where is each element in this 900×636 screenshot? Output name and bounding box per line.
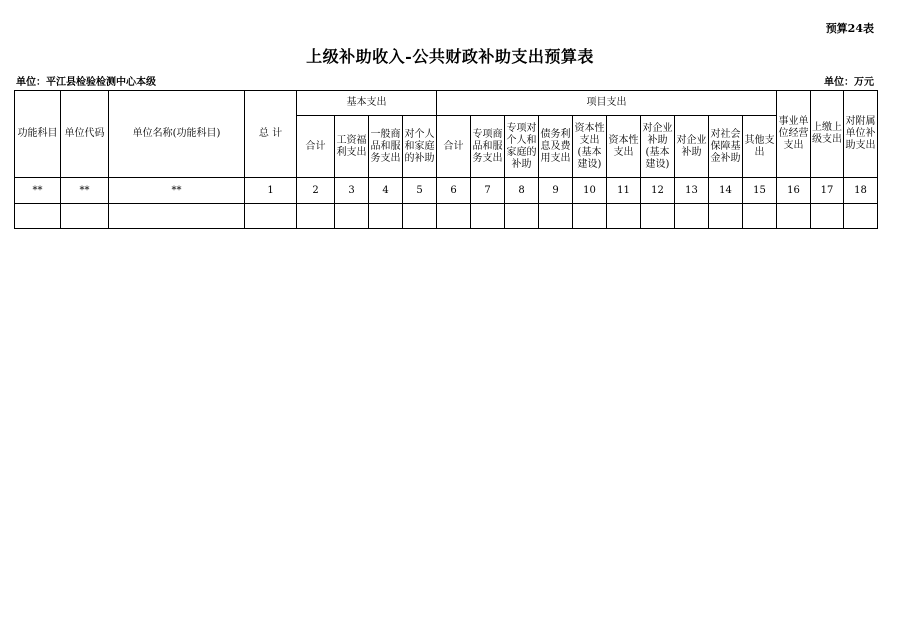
header-basic-col: 合计 — [297, 116, 335, 178]
data-cell[interactable] — [743, 204, 777, 229]
header-project-col: 专项商品和服务支出 — [471, 116, 505, 178]
header-project-col: 债务利息及费用支出 — [539, 116, 573, 178]
header-turn-in-upper: 上缴上级支出 — [811, 91, 844, 178]
index-cell: 1 — [245, 178, 297, 204]
header-project-col: 资本性支出(基本建设) — [573, 116, 607, 178]
header-unit-code: 单位代码 — [61, 91, 109, 178]
page-title: 上级补助收入-公共财政补助支出预算表 — [306, 47, 594, 66]
table-row — [15, 204, 878, 229]
data-cell[interactable] — [61, 204, 109, 229]
form-number: 预算24表 — [825, 22, 874, 35]
data-cell[interactable] — [403, 204, 437, 229]
index-cell: 14 — [709, 178, 743, 204]
data-cell[interactable] — [573, 204, 607, 229]
index-cell: 6 — [437, 178, 471, 204]
index-cell: 15 — [743, 178, 777, 204]
header-unit-name: 单位名称(功能科目) — [109, 91, 245, 178]
unit-name-label: 单位：平江县检验检测中心本级 — [16, 77, 156, 88]
header-project-col: 专项对个人和家庭的补助 — [505, 116, 539, 178]
index-cell: 2 — [297, 178, 335, 204]
header-project-col: 资本性支出 — [607, 116, 641, 178]
data-cell[interactable] — [709, 204, 743, 229]
index-cell: 8 — [505, 178, 539, 204]
header-project-expenditure: 项目支出 — [437, 91, 777, 116]
index-cell: 5 — [403, 178, 437, 204]
index-cell: 16 — [777, 178, 811, 204]
data-cell[interactable] — [109, 204, 245, 229]
header-project-col: 对企业补助(基本建设) — [641, 116, 675, 178]
index-cell: ** — [109, 178, 245, 204]
index-cell: 10 — [573, 178, 607, 204]
index-cell: 9 — [539, 178, 573, 204]
currency-unit-label: 单位：万元 — [824, 77, 874, 88]
data-cell[interactable] — [844, 204, 878, 229]
data-cell[interactable] — [641, 204, 675, 229]
header-enterprise-operating: 事业单位经营支出 — [777, 91, 811, 178]
header-basic-col: 对个人和家庭的补助 — [403, 116, 437, 178]
index-cell: 7 — [471, 178, 505, 204]
header-project-col: 对企业补助 — [675, 116, 709, 178]
index-cell: 17 — [811, 178, 844, 204]
data-cell[interactable] — [607, 204, 641, 229]
header-basic-col: 工资福利支出 — [335, 116, 369, 178]
header-basic-col: 一般商品和服务支出 — [369, 116, 403, 178]
header-total: 总 计 — [245, 91, 297, 178]
data-cell[interactable] — [505, 204, 539, 229]
data-cell[interactable] — [539, 204, 573, 229]
header-project-col: 其他支出 — [743, 116, 777, 178]
index-cell: 12 — [641, 178, 675, 204]
index-cell: 3 — [335, 178, 369, 204]
index-cell: 13 — [675, 178, 709, 204]
header-subordinate-subsidy: 对附属单位补助支出 — [844, 91, 878, 178]
data-cell[interactable] — [245, 204, 297, 229]
data-cell[interactable] — [297, 204, 335, 229]
header-project-col: 合计 — [437, 116, 471, 178]
data-cell[interactable] — [15, 204, 61, 229]
budget-table — [14, 90, 878, 229]
index-cell: 11 — [607, 178, 641, 204]
data-cell[interactable] — [471, 204, 505, 229]
data-cell[interactable] — [437, 204, 471, 229]
index-cell: 18 — [844, 178, 878, 204]
data-cell[interactable] — [369, 204, 403, 229]
data-cell[interactable] — [811, 204, 844, 229]
index-cell: ** — [15, 178, 61, 204]
header-project-col: 对社会保障基金补助 — [709, 116, 743, 178]
data-cell[interactable] — [335, 204, 369, 229]
index-cell: ** — [61, 178, 109, 204]
header-basic-expenditure: 基本支出 — [297, 91, 437, 116]
index-row — [15, 178, 878, 204]
header-func-subject: 功能科目 — [15, 91, 61, 178]
data-cell[interactable] — [675, 204, 709, 229]
index-cell: 4 — [369, 178, 403, 204]
data-cell[interactable] — [777, 204, 811, 229]
